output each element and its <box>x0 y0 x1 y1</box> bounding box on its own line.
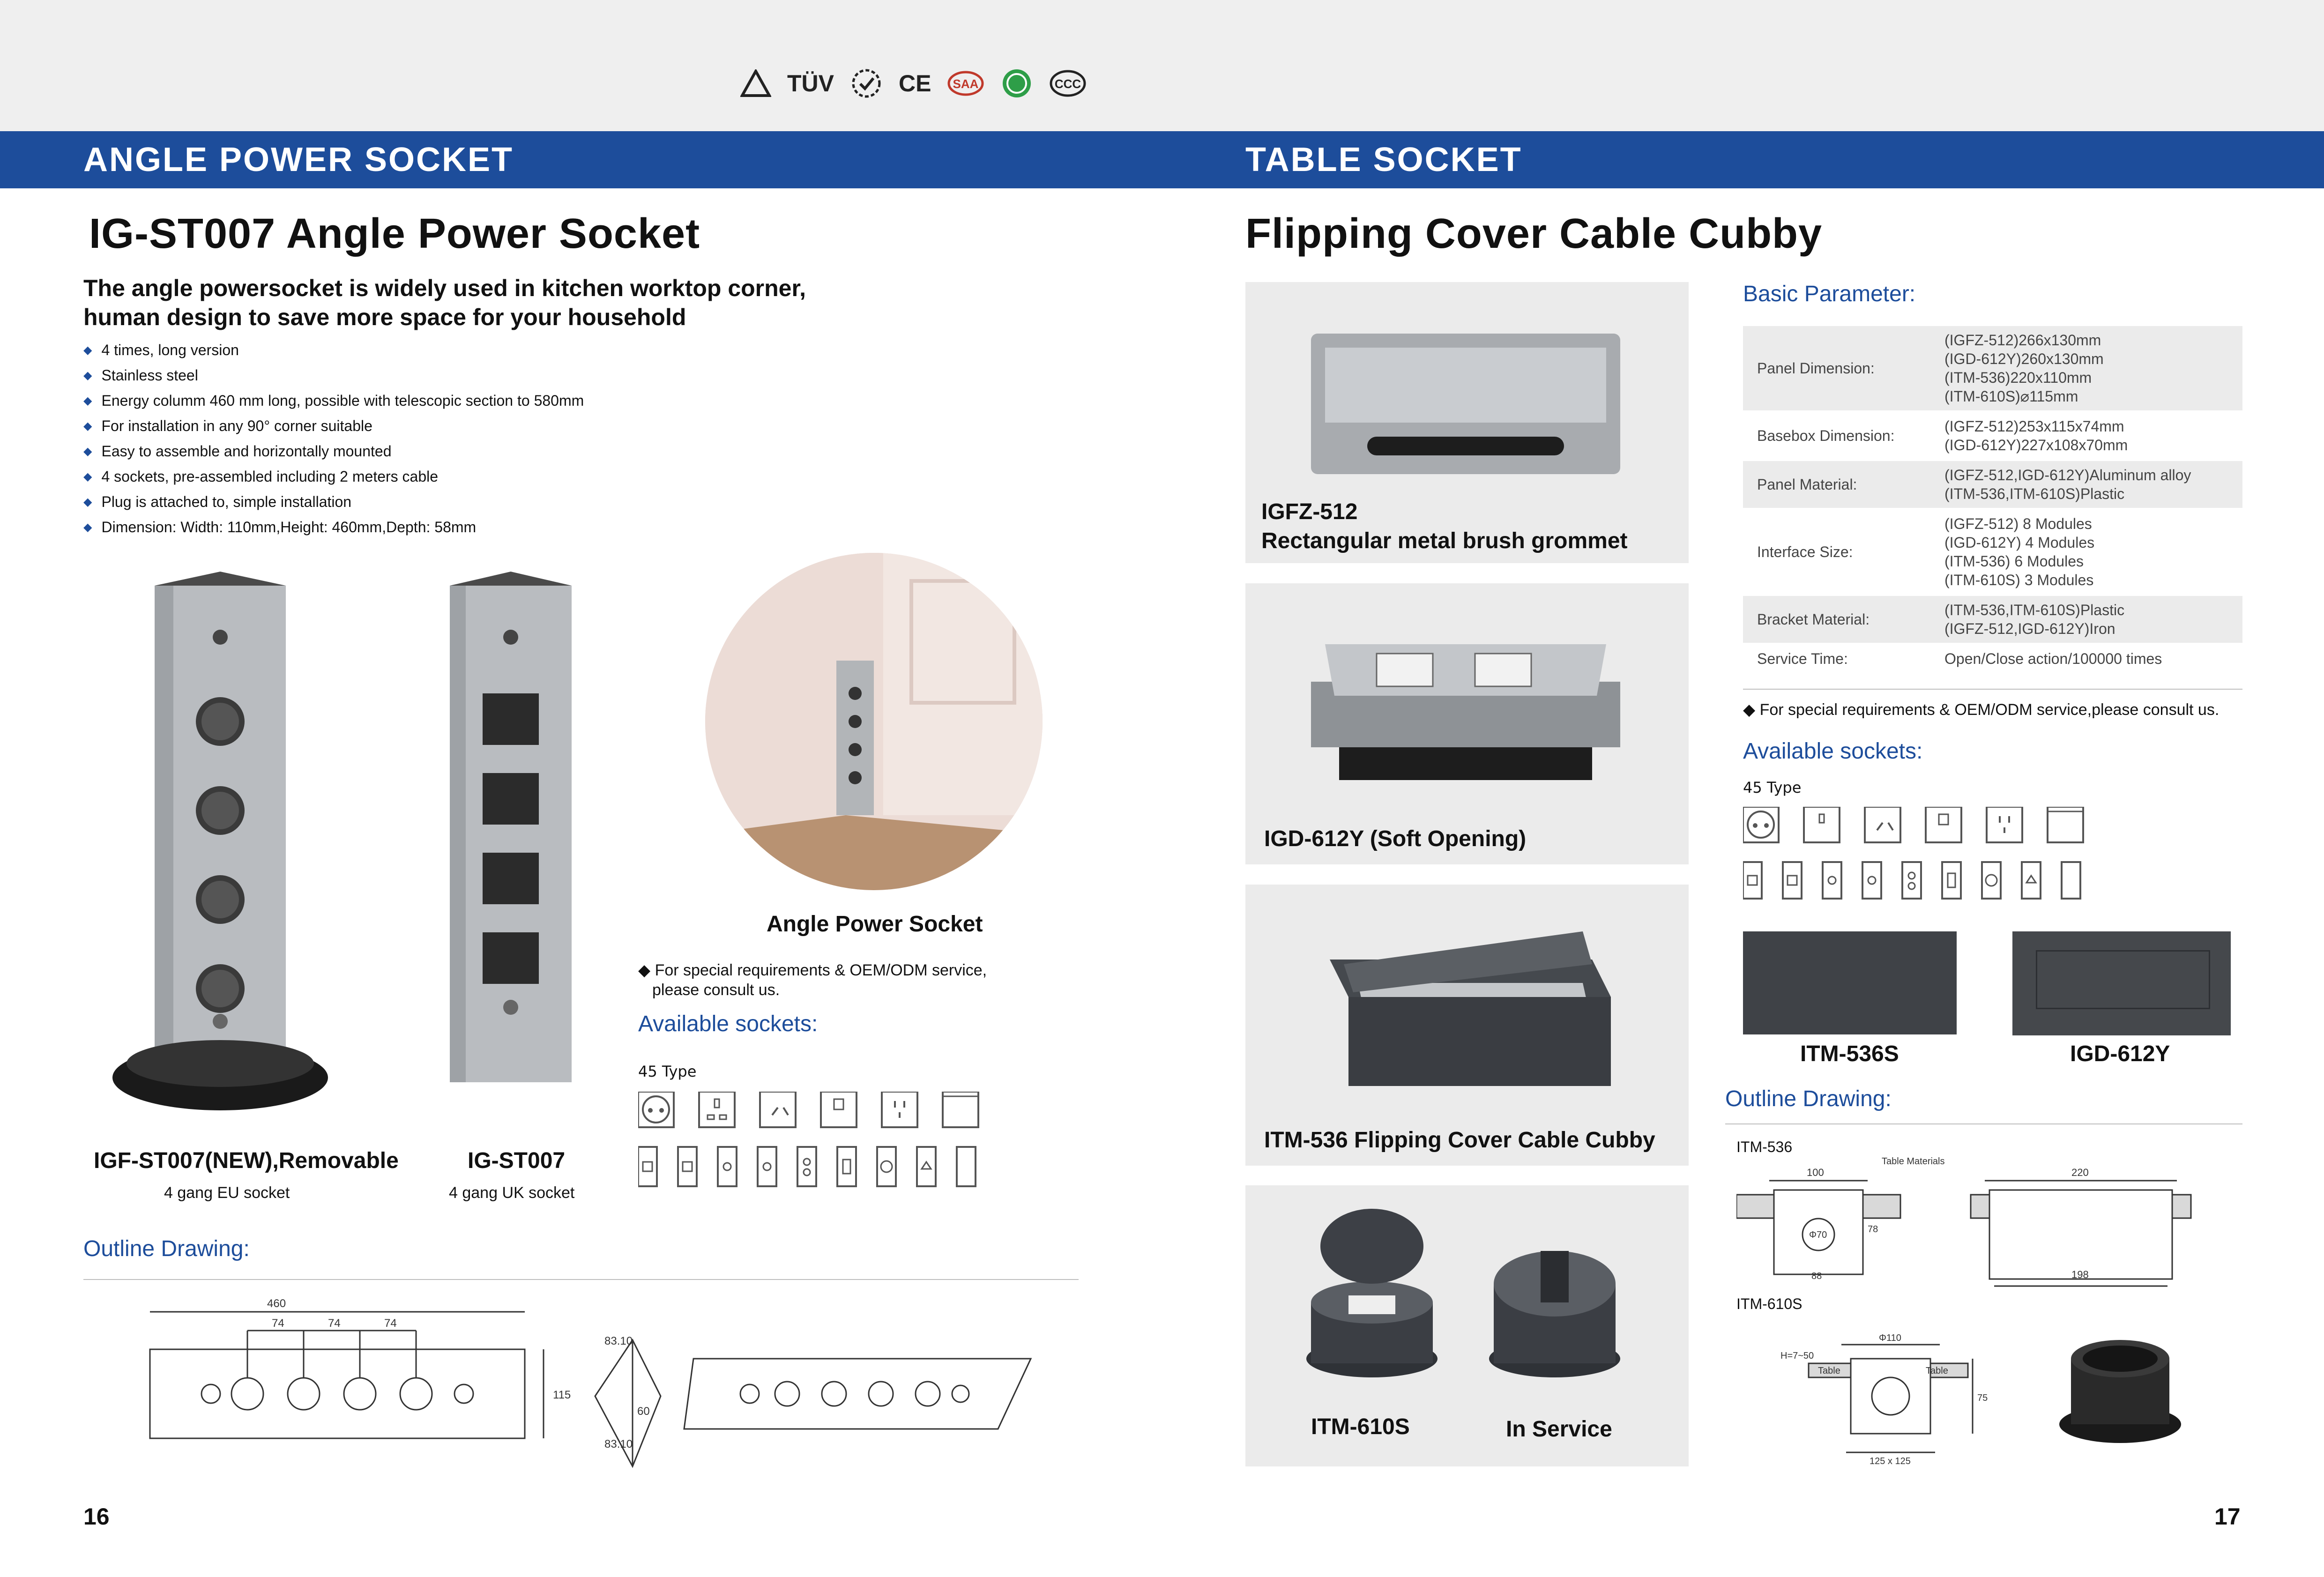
green-cert-icon <box>1000 65 1033 102</box>
ccc-mark <box>1049 65 1087 102</box>
igd-612y-cover-outline <box>2036 950 2210 1009</box>
lead-line-2: human design to save more space for your household <box>83 304 686 330</box>
panel4-sublabel: In Service <box>1506 1417 1612 1442</box>
note-line-2: please consult us. <box>652 981 780 999</box>
dim-length: 460 <box>267 1297 286 1310</box>
right-divider <box>1725 1123 2242 1124</box>
param-key: Service Time: <box>1757 650 1848 667</box>
drawing2-label: ITM-610S <box>1736 1295 1803 1312</box>
panel-igfz-512 <box>1245 282 1689 563</box>
param-value-line: (ITM-610S)⌀115mm <box>1944 388 2078 405</box>
left-note <box>638 960 987 1000</box>
dim-d3: 60 <box>637 1405 650 1418</box>
param-value-line: Open/Close action/100000 times <box>1944 650 2162 667</box>
socket-uk-icon <box>699 1092 735 1127</box>
param-key: Interface Size: <box>1757 543 1853 560</box>
itm-536s-image <box>1743 931 1957 1034</box>
param-value-line: (IGD-612Y) 4 Modules <box>1944 534 2095 551</box>
lead-line-1: The angle powersocket is widely used in kitchen worktop corner, <box>83 275 806 301</box>
param-value-line: (IGFZ-512,IGD-612Y)Aluminum alloy <box>1944 467 2191 484</box>
product-image-eu-socket <box>108 572 333 1124</box>
panel-itm-610s <box>1245 1185 1689 1466</box>
right-socket-type: 45 Type <box>1743 779 1802 796</box>
panel4-label: ITM-610S <box>1311 1414 1410 1439</box>
left-outline-drawing <box>141 1293 1078 1480</box>
param-value <box>1930 412 2242 459</box>
right-available-sockets: Available sockets: <box>1743 739 1923 764</box>
panel3-label: ITM-536 Flipping Cover Cable Cubby <box>1264 1128 1655 1153</box>
d2-t1: Table <box>1818 1366 1840 1376</box>
itm-536s-label: ITM-536S <box>1800 1041 1899 1066</box>
param-value-line: (IGFZ-512) 8 Modules <box>1944 515 2092 532</box>
saa-mark <box>947 65 984 102</box>
dim-spacing-2: 74 <box>328 1317 341 1330</box>
param-value <box>1930 461 2242 508</box>
top-band <box>0 0 2324 131</box>
param-value-line: (IGFZ-512)266x130mm <box>1944 332 2101 349</box>
param-value-line: (ITM-536,ITM-610S)Plastic <box>1944 602 2125 618</box>
igd-612y-label: IGD-612Y <box>2070 1041 2170 1066</box>
panel2-label: IGD-612Y (Soft Opening) <box>1264 826 1527 851</box>
param-value-line: (ITM-536,ITM-610S)Plastic <box>1944 485 2125 502</box>
photo-caption: Angle Power Socket <box>767 912 983 937</box>
right-note: ◆ For special requirements & OEM/ODM service,please consult us. <box>1743 701 2220 719</box>
param-value <box>1930 645 2242 673</box>
feature-item: ◆ Stainless steel <box>83 364 584 389</box>
param-value <box>1930 510 2242 594</box>
param-value-line: (ITM-536)220x110mm <box>1944 369 2092 386</box>
itm-610s-body-image <box>2052 1331 2188 1452</box>
d2-t2: Table <box>1926 1366 1948 1376</box>
d1-b: 88 <box>1811 1271 1822 1281</box>
itm-610s-outline-drawing <box>1771 1331 2034 1466</box>
product2-subtitle: 4 gang UK socket <box>449 1184 575 1202</box>
param-value <box>1930 326 2242 410</box>
feature-item: ◆ Easy to assemble and horizontally mounted <box>83 439 584 465</box>
param-value <box>1930 596 2242 643</box>
saa-text: SAA <box>953 76 979 91</box>
feature-item: ◆ For installation in any 90° corner suitable <box>83 414 584 439</box>
certification-marks <box>740 61 1087 105</box>
dim-height: 115 <box>553 1389 571 1401</box>
left-socket-type: 45 Type <box>638 1063 697 1080</box>
param-value-line: (ITM-536) 6 Modules <box>1944 553 2084 570</box>
d1-w2: 220 <box>2071 1167 2089 1178</box>
product-photo-circle <box>705 553 1043 890</box>
warning-triangle-icon <box>740 65 771 102</box>
param-row-bracket-material <box>1743 596 2242 643</box>
param-row-panel-material <box>1743 461 2242 508</box>
left-socket-grid <box>638 1092 990 1190</box>
igd-612y-image <box>2012 931 2231 1035</box>
ccc-text: CCC <box>1055 76 1081 91</box>
dim-d1: 83.10 <box>604 1335 633 1347</box>
param-value-line: (IGD-612Y)227x108x70mm <box>1944 437 2128 454</box>
note-line-1: ◆ For special requirements & OEM/ODM service, <box>638 961 987 979</box>
left-outline-drawing-heading: Outline Drawing: <box>83 1236 250 1261</box>
laurel-mark-icon <box>850 65 883 102</box>
param-row-interface-size <box>1743 510 2242 594</box>
panel1-label <box>1261 498 1628 556</box>
param-row-panel-dimension <box>1743 326 2242 410</box>
panel1-line1: IGFZ-512 <box>1261 499 1358 524</box>
feature-item: ◆ Dimension: Width: 110mm,Height: 460mm,Depth: 58mm <box>83 515 584 541</box>
tuv-mark: TÜV <box>787 70 834 97</box>
param-value-line: (IGFZ-512)253x115x74mm <box>1944 418 2124 435</box>
d2-top: Φ110 <box>1879 1333 1901 1343</box>
itm-536-outline-drawing <box>1736 1153 2242 1293</box>
param-key: Basebox Dimension: <box>1757 427 1895 444</box>
d2-bottom: 125 x 125 <box>1870 1456 1911 1466</box>
param-key: Panel Material: <box>1743 461 1930 508</box>
panel-itm-536 <box>1245 885 1689 1166</box>
param-value-line: (IGFZ-512,IGD-612Y)Iron <box>1944 620 2115 637</box>
socket-multi-icon <box>882 1092 917 1127</box>
param-value-line: (IGD-612Y)260x130mm <box>1944 350 2104 367</box>
right-page-number: 17 <box>2214 1503 2241 1530</box>
basic-parameter-heading: Basic Parameter: <box>1743 282 1916 306</box>
product1-name: IGF-ST007(NEW),Removable <box>94 1148 399 1173</box>
right-product-title: Flipping Cover Cable Cubby <box>1245 210 1823 257</box>
d2-h: 75 <box>1977 1393 1988 1403</box>
param-value-line: (ITM-610S) 3 Modules <box>1944 572 2094 588</box>
panel1-line2: Rectangular metal brush grommet <box>1261 528 1628 553</box>
d1-w: 100 <box>1807 1167 1824 1178</box>
left-divider <box>83 1279 1079 1280</box>
right-outline-drawing-heading: Outline Drawing: <box>1725 1086 1892 1111</box>
d1-b2: 198 <box>2071 1269 2089 1280</box>
feature-item: ◆ Plug is attached to, simple installation <box>83 490 584 515</box>
parameter-table <box>1743 324 2242 675</box>
left-product-title: IG-ST007 Angle Power Socket <box>89 210 700 257</box>
product1-subtitle: 4 gang EU socket <box>164 1184 290 1202</box>
right-socket-grid <box>1743 807 2212 900</box>
product-image-uk-socket <box>445 572 576 1092</box>
product2-name: IG-ST007 <box>468 1148 566 1173</box>
param-key: Bracket Material: <box>1743 596 1930 643</box>
feature-item: ◆ 4 times, long version <box>83 338 584 364</box>
d2-left: H=7~50 <box>1780 1351 1814 1361</box>
feature-item: ◆ 4 sockets, pre-assembled including 2 meters cable <box>83 465 584 490</box>
param-row-service-time <box>1743 645 2242 673</box>
d1-h: 78 <box>1868 1224 1878 1235</box>
dim-d2: 83.10 <box>604 1438 633 1451</box>
feature-list <box>83 338 584 541</box>
left-available-sockets: Available sockets: <box>638 1012 818 1036</box>
ce-mark: CE <box>899 70 931 97</box>
panel-igd-612y <box>1245 583 1689 864</box>
feature-item: ◆ Energy columm 460 mm long, possible with telescopic section to 580mm <box>83 389 584 414</box>
param-key: Panel Dimension: <box>1743 326 1930 410</box>
param-row-basebox-dimension <box>1743 412 2242 459</box>
right-section-title: TABLE SOCKET <box>1245 141 1522 179</box>
left-section-title: ANGLE POWER SOCKET <box>83 141 514 179</box>
socket-universal-icon <box>760 1092 796 1127</box>
left-lead-text <box>83 274 806 332</box>
dim-spacing-3: 74 <box>384 1317 397 1330</box>
left-page-number: 16 <box>83 1503 110 1530</box>
d1-d: Φ70 <box>1809 1230 1827 1240</box>
drawing1-label: ITM-536 <box>1736 1138 1793 1155</box>
d1-note: Table Materials <box>1882 1156 1945 1167</box>
param-divider <box>1743 689 2242 690</box>
dim-spacing-1: 74 <box>272 1317 284 1330</box>
